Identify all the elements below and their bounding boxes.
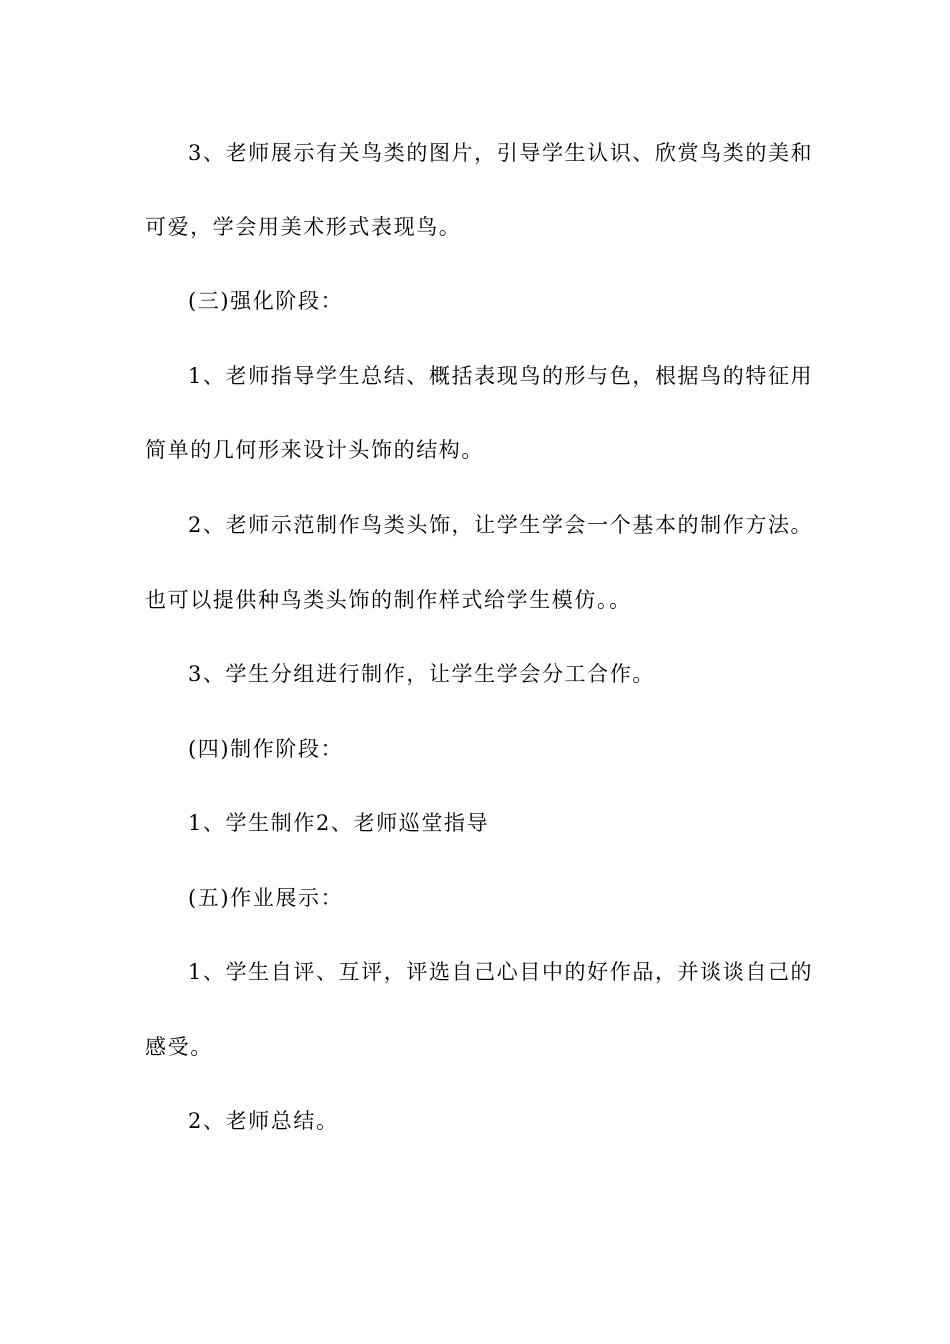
section-heading-strengthen: (三)强化阶段： (188, 289, 344, 313)
paragraph-1-line-2: 可爱，学会用美术形式表现鸟。 (145, 215, 462, 239)
paragraph-9-line-1: 1、学生自评、互评，评选自己心目中的好作品，并谈谈自己的 (188, 960, 814, 984)
paragraph-5: 3、学生分组进行制作，让学生学会分工合作。 (188, 662, 655, 686)
section-heading-making: (四)制作阶段： (188, 737, 344, 761)
paragraph-3-line-2: 简单的几何形来设计头饰的结构。 (145, 438, 484, 462)
section-heading-display: (五)作业展示： (188, 886, 344, 910)
paragraph-9-line-2: 感受。 (145, 1035, 213, 1059)
paragraph-4-line-2: 也可以提供种鸟类头饰的制作样式给学生模仿。。 (145, 588, 632, 612)
paragraph-10: 2、老师总结。 (188, 1109, 339, 1133)
paragraph-4-line-1: 2、老师示范制作鸟类头饰，让学生学会一个基本的制作方法。 (188, 513, 814, 537)
paragraph-1-line-1: 3、老师展示有关鸟类的图片，引导学生认识、欣赏鸟类的美和 (188, 141, 814, 165)
paragraph-7: 1、学生制作2、老师巡堂指导 (188, 811, 490, 835)
paragraph-3-line-1: 1、老师指导学生总结、概括表现鸟的形与色，根据鸟的特征用 (188, 364, 814, 388)
